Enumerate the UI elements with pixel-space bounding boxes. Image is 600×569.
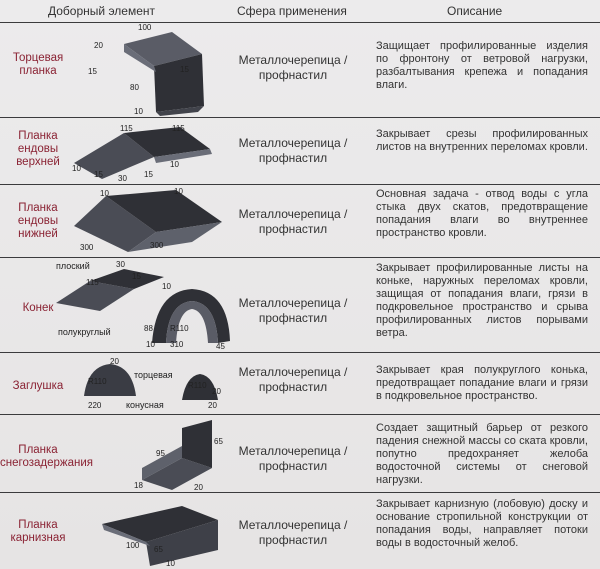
element-name: Торцевая планка — [12, 52, 64, 77]
sphere-text: Металлочерепица /профнастил — [238, 365, 348, 394]
svg-text:88: 88 — [144, 324, 153, 333]
svg-text:конусная: конусная — [126, 400, 164, 410]
description-text: Создает защитный барьер от резкого падения снежной массы со ската кровли, попутно предохраняет желоба водосточной системы от снеговой нагрузки. — [376, 422, 588, 486]
description-text: Закрывает профилированные листы на коньке, наружных переломах кровли, защищая от попадания влаги, грязи в подкровельное пространство и срыва профилированных листов порывами ветра. — [376, 262, 588, 339]
header-col-element: Доборный элемент — [48, 4, 156, 18]
sphere-text: Металлочерепица /профнастил — [238, 296, 348, 325]
lower-valley-illustration — [72, 186, 232, 256]
sphere-text: Металлочерепица /профнастил — [238, 53, 348, 82]
snow-guard-illustration — [72, 416, 232, 492]
element-name: Планка ендовы верхней — [16, 130, 60, 168]
svg-text:20: 20 — [208, 401, 217, 410]
svg-text:торцевая: торцевая — [134, 370, 173, 380]
table-row — [0, 492, 600, 569]
element-name: Планка карнизная — [10, 519, 66, 544]
table-row — [0, 22, 600, 117]
svg-text:18: 18 — [134, 481, 143, 490]
svg-text:плоский: плоский — [56, 261, 90, 271]
svg-text:20: 20 — [110, 357, 119, 366]
element-name: Планка снегозадержания — [0, 444, 93, 469]
svg-text:15: 15 — [94, 170, 103, 179]
sphere-text: Металлочерепица /профнастил — [238, 207, 348, 236]
table-row — [0, 257, 600, 352]
svg-text:10: 10 — [134, 107, 143, 116]
svg-text:R110: R110 — [188, 381, 207, 390]
svg-text:30: 30 — [118, 174, 127, 183]
svg-text:10: 10 — [174, 187, 183, 196]
sphere-text: Металлочерепица /профнастил — [238, 136, 348, 165]
svg-text:10: 10 — [162, 282, 171, 291]
description-text: Закрывает края полукруглого конька, предотвращает попадание влаги и грязи в подкровельное пространство. — [376, 364, 588, 402]
end-plank-illustration — [72, 24, 232, 116]
table-row — [0, 414, 600, 492]
table-header — [0, 0, 600, 22]
eaves-plank-illustration — [72, 494, 232, 568]
svg-text:10: 10 — [146, 340, 155, 349]
description-text: Основная задача - отвод воды с угла стыка двух скатов, предотвращение попадания влаги во внутреннее пространство кровли. — [376, 188, 588, 239]
element-name: Конек — [22, 302, 54, 314]
svg-text:10: 10 — [166, 559, 175, 568]
svg-text:100: 100 — [126, 541, 140, 550]
header-col-sphere: Сфера применения — [237, 4, 347, 18]
svg-text:20: 20 — [94, 41, 103, 50]
svg-text:10: 10 — [100, 189, 109, 198]
table-row — [0, 117, 600, 184]
svg-text:R110: R110 — [88, 377, 107, 386]
description-text: Закрывает карнизную (лобовую) доску и основание стропильной конструкции от попадания воды, направляет потоки воды в водосточный желоб. — [376, 498, 588, 549]
table-row — [0, 352, 600, 414]
svg-text:220: 220 — [88, 401, 102, 410]
svg-text:65: 65 — [154, 545, 163, 554]
svg-text:15: 15 — [132, 272, 141, 281]
svg-text:310: 310 — [170, 340, 184, 349]
upper-valley-illustration — [72, 121, 232, 183]
ridge-cap-illustration — [72, 354, 232, 414]
description-text: Закрывает срезы профилированных листов на внутренних переломах кровли. — [376, 128, 588, 153]
svg-text:15: 15 — [88, 67, 97, 76]
svg-text:10: 10 — [72, 164, 81, 173]
svg-text:15: 15 — [180, 65, 189, 74]
element-name: Заглушка — [12, 380, 64, 392]
svg-text:полукруглый: полукруглый — [58, 327, 111, 337]
header-col-description: Описание — [447, 4, 503, 18]
svg-text:30: 30 — [116, 260, 125, 269]
svg-text:300: 300 — [80, 243, 94, 252]
sphere-text: Металлочерепица /профнастил — [238, 518, 348, 547]
svg-text:115: 115 — [120, 124, 133, 133]
svg-text:10: 10 — [170, 160, 179, 169]
svg-text:300: 300 — [150, 241, 164, 250]
svg-text:115: 115 — [86, 278, 99, 287]
svg-text:R110: R110 — [170, 324, 189, 333]
table-row — [0, 184, 600, 257]
svg-text:45: 45 — [216, 342, 225, 351]
svg-text:20: 20 — [212, 387, 221, 396]
svg-text:20: 20 — [194, 483, 203, 492]
element-name: Планка ендовы нижней — [17, 202, 59, 240]
sphere-text: Металлочерепица /профнастил — [238, 444, 348, 473]
ridge-illustration — [52, 257, 236, 352]
svg-text:100: 100 — [138, 24, 152, 32]
svg-text:65: 65 — [214, 437, 223, 446]
svg-text:15: 15 — [144, 170, 153, 179]
svg-text:80: 80 — [130, 83, 139, 92]
description-text: Защищает профилированные изделия по фронтону от ветровой нагрузки, разбалтывания крепежа и попадания влаги. — [376, 40, 588, 91]
svg-text:115: 115 — [172, 124, 185, 133]
svg-text:95: 95 — [156, 449, 165, 458]
